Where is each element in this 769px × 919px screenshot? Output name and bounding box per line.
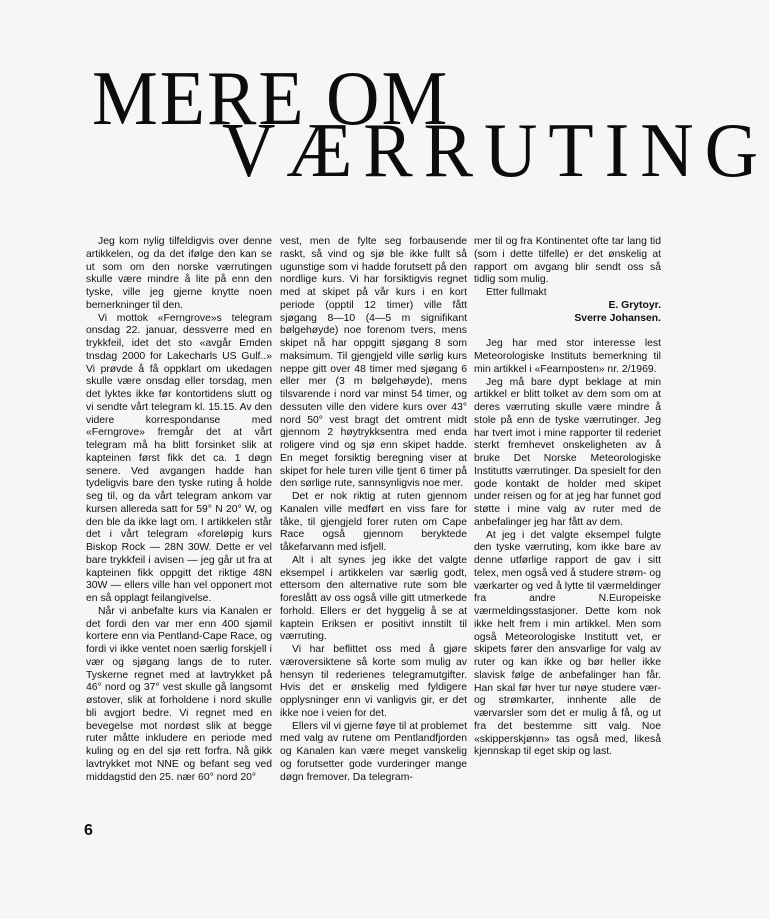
paragraph: Det er nok riktig at ruten gjennom Kanalen ville medført en viss fare for tåke, til gjengjeld forer ruten om Cape Race også gjennom beryktede tåkefarvann med isfjell. bbox=[280, 491, 467, 553]
text-column-1 bbox=[86, 236, 272, 784]
closing-line: Etter fullmakt bbox=[486, 287, 547, 298]
signature-2: Sverre Johansen. bbox=[574, 312, 661, 324]
article-title-line1: MERE OM bbox=[92, 55, 450, 142]
page-number: 6 bbox=[84, 822, 93, 839]
paragraph: Jeg må bare dypt beklage at min artikkel er blitt tolket av dem som om at deres værruting skulle være mindre å stole på enn de tyske værrutinger. Jeg har tvert imot i mine rapporter til rederiet sterkt fremhevet onskeligheten av å bruke Det Norske Meteorologiske Institutts værrutinger. Da spesielt for den gode kontakt de holder med skipet under reisen og for at jeg har funnet god støtte i mine valg av ruter med de anbefalinger jeg har fått av dem. bbox=[474, 376, 661, 528]
paragraph: Jeg har med stor interesse lest Meteorologiske Instituts bemerkning til min artikkel i «Fearnposten» nr. 2/1969. bbox=[474, 338, 661, 375]
paragraph: mer til og fra Kontinentet ofte tar lang tid (som i dette tilfelle) er det ønskelig at rapport om avgang blir sendt oss så tidlig som mulig. bbox=[474, 236, 661, 286]
paragraph: vest, men de fylte seg forbausende raskt, så vind og sjø ble ikke fullt så ugunstige som vi hadde forutsett på den nordlige kurs. Vi har forsiktigvis regnet med at skipet på vår kurs i en kort periode (opptil 12 timer) ville fått sjøgang 8—10 (4—5 m signifikant bølgehøyde) noe forenom tvers, mens skipet nå har oppgitt sjøgang 8 som maksimum. Til gjengjeld ville sørlig kurs neppe gitt over 48 timer med sjøgang 6 eller mer (3 m bølgehøyde), mens tilsvarende i nord var minst 54 timer, og dessuten ville den videre kurs over 43° nord 50° vest bragt det omtrent midt gjennom 2 høytrykksentra med enda roligere vind og sjø enn skipet hadde. En meget forsiktig beregning viser at skipet for hele turen ville tjent 6 timer på den sørlige rute, sannsynligvis noe mer. bbox=[280, 236, 467, 490]
paragraph: Når vi anbefalte kurs via Kanalen er det fordi den var mer enn 400 sjømil kortere enn via Pentland-Cape Race, og fordi vi ikke ventet noen særlig forskjell i vær og sjøgang langs de to ruter. Tyskerne regnet med at lavtrykket på 46° nord og 37° vest skulle gå langsomt østover, slik at forholdene i nord skulle bli avgjort bedre. Vi regnet med en bevegelse mot nordøst slik at begge ruter måtte inkludere en periode med kuling og en del sjø rett forfra. Nå gikk lavtrykket mot NNE og befant seg ved middagstid den 25. nær 60° nord 20° bbox=[86, 605, 272, 783]
paragraph: Alt i alt synes jeg ikke det valgte eksempel i artikkelen var særlig godt, ettersom den alternative rute som ble foreslått av oss også ville gitt utmerkede forhold. Ellers er det hyggelig å se at kaptein Eriksen er positivt innstilt til værruting. bbox=[280, 554, 467, 643]
paragraph: Ellers vil vi gjerne føye til at problemet med valg av rutene om Pentlandfjorden og Kanalen kan være meget vanskelig og forutsetter gode vurderinger mange døgn fremover. Da telegram- bbox=[280, 720, 467, 783]
paragraph: Vi har beflittet oss med å gjøre væroversiktene så korte som mulig av hensyn til rederienes telegramutgifter. Hvis det er ønskelig med fyldigere opplysninger enn vi vanligvis gir, er det ikke noe i veien for det. bbox=[280, 644, 467, 719]
paragraph: Vi mottok «Ferngrove»s telegram onsdag 22. januar, dessverre med en trykkfeil, idet det sto «avgår Emden tnsdag 2000 for Lakecharls US Gulf..» Vi prøvde å få oppklart om ukedagen skulle være onsdag eller torsdag, men det lyktes ikke før kontortidens slutt og vi sendte vårt telegram kl. 15.15. Av den videre korrespondanse med «Ferngrove» fremgår det at vårt telegram må ha blitt forsinket slik at kapteinen først fikk det ca. 1 døgn senere. Ved avgangen hadde han tydeligvis bare den tyske ruting å holde seg til, og da vårt telegram ankom var kursen allereda satt for 59° N 20° W, og den ble da ikke lagt om. I artikkelen står det i vårt telegram «foreløpig kurs Biskop Rock — 28N 30W. Dette er vel bare trykkfeil i avisen — jeg går ut fra at kapteinen fikk oppgitt det riktige 48N 30W — ellers ville han vel opponert mot en så opplagt feilangivelse. bbox=[86, 312, 272, 604]
signature-1: E. Grytoyr. bbox=[608, 299, 661, 311]
paragraph: Jeg kom nylig tilfeldigvis over denne artikkelen, og da det ifølge den kan se ut som om den norske værrutingen skulle være mindre å lite på enn den tyske, ville jeg gjerne knytte noen bemerkninger til den. bbox=[86, 236, 272, 311]
text-column-2 bbox=[280, 236, 467, 784]
article-title-line2: VÆRRUTING bbox=[222, 107, 769, 194]
text-column-3 bbox=[474, 236, 661, 759]
paragraph: At jeg i det valgte eksempel fulgte den tyske værruting, kom ikke bare av denne utførlige rapport de gav i sitt telex, men også ved å studere strøm- og værkarter og ved å lytte til værmeldinger fra andre N.Europeiske værmeldingsstasjoner. Dette kom nok ikke helt frem i min artikkel. Men som også Meteorologiske Institutt vet, er skipets fører den ansvarlige for valg av ruter og kan ikke og bør heller ikke slavisk følge de anbefalinger han får. Han skal før hver tur nøye studere vær- og strømkarter, innhente alle de værvarsler som det er mulig å få, og ut fra det bestemme sitt valg. Noe «skipperskjønn» tas også med, likeså kjennskap til eget skip og last. bbox=[474, 529, 661, 758]
